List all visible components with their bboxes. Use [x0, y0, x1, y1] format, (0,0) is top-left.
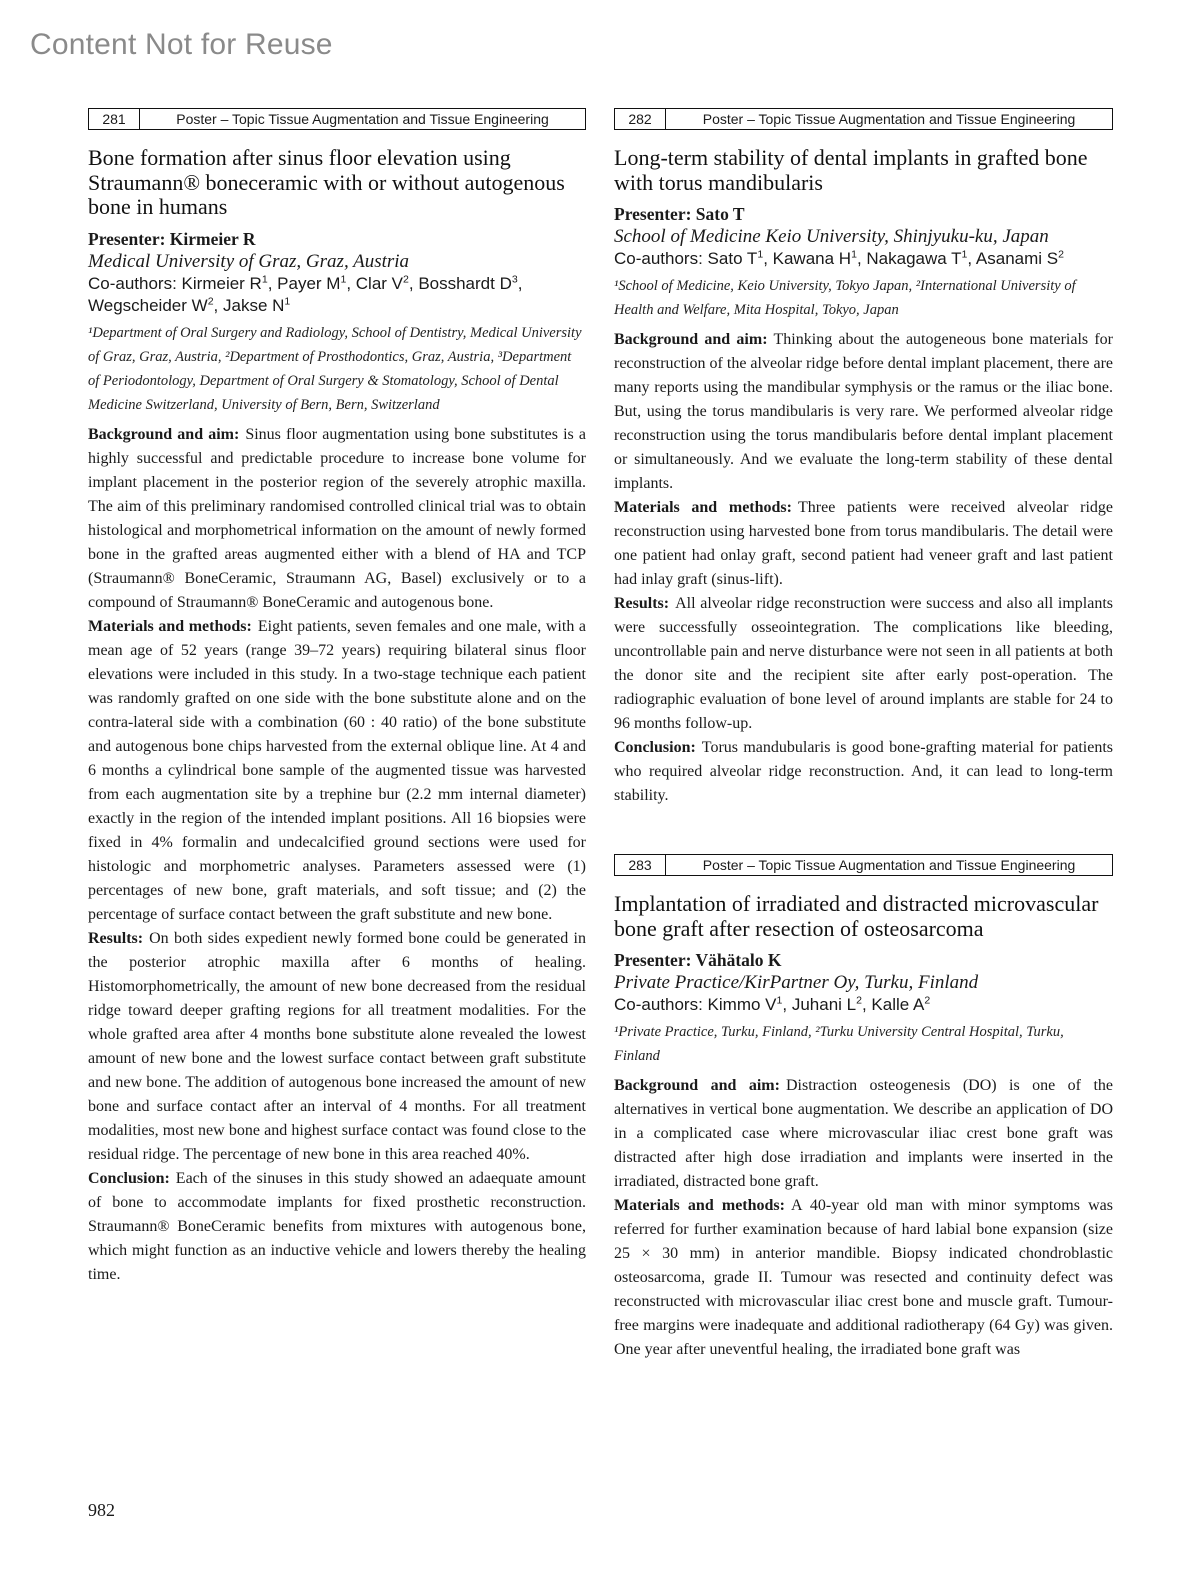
- left-column: [88, 108, 586, 1287]
- abstract-topic: Poster – Topic Tissue Augmentation and Tissue Engineering: [702, 111, 1076, 127]
- abstract-body: [614, 1074, 1113, 1362]
- section-results: Results: On both sides expedient newly formed bone could be generated in the posterior atrophic maxilla after 6 months of healing. Histomorphometrically, the amount of new bone decreased from the residual ridge toward deeper grafting regions for all treatment modalities. For the whole grafted area after 4 months bone substitute alone revealed the lowest amount of new bone and the lowest surface contact between graft substitute and new bone. The addition of autogenous bone increased the amount of new bone and surface contact after an interval of 4 months. For all treatment modalities, most new bone and highest surface contact was found close to the residual ridge. The percentage of new bone in this area reached 40%.: [88, 929, 586, 1163]
- abstract-body: [614, 328, 1113, 808]
- coauthors-label: Co-authors:: [614, 249, 708, 268]
- abstract-title: Long-term stability of dental implants in grafted bone with torus mandibularis: [614, 145, 1088, 195]
- coauthors: Co-authors: Kimmo $V^1$, Juhani $L^2$, Kalle $A^2$: [614, 994, 931, 1014]
- coauthor: Payer $M^1$: [277, 272, 347, 293]
- section-background: Background and aim: Distraction osteogenesis (DO) is one of the alternatives in vertical bone augmentation. We describe an application of DO in a complicated case where microvascular iliac crest bone graft was distracted after high dose irradiation and implants were inserted in the irradiated, distracted bone graft.: [614, 1077, 1113, 1190]
- abstract-title: Implantation of irradiated and distracted microvascular bone graft after resection of osteosarcoma: [614, 891, 1099, 941]
- affiliations: ¹Private Practice, Turku, Finland, ²Turku University Central Hospital, Turku, Finland: [614, 1024, 1064, 1064]
- right-column: [614, 108, 1113, 1362]
- coauthor: Bosshardt $D^3$: [418, 272, 518, 293]
- coauthor: Sato $T^1$: [707, 248, 764, 268]
- coauthor: Juhani $L^2$: [791, 994, 862, 1014]
- coauthor: Wegscheider $W^2$: [88, 294, 214, 315]
- presenter: Presenter: Vähätalo K: [614, 950, 782, 970]
- presenter-affiliation: School of Medicine Keio University, Shinjyuku-ku, Japan: [614, 226, 1049, 247]
- section-conclusion: Conclusion: Each of the sinuses in this study showed an adaequate amount of bone to accommodate implants for fixed prosthetic reconstruction. Straumann® BoneCeramic benefits from mixtures with autogenous bone, which might function as an inductive vehicle and lowers thereby the healing time.: [88, 1169, 586, 1283]
- abstract-number: 281: [89, 109, 140, 129]
- presenter: Presenter: Sato T: [614, 204, 745, 224]
- coauthor: Kalle $A^2$: [871, 994, 931, 1014]
- presenter-affiliation: Private Practice/KirPartner Oy, Turku, Finland: [614, 972, 979, 993]
- coauthor: Asanami $S^2$: [975, 248, 1064, 268]
- coauthor: Kirmeier $R^1$: [181, 272, 268, 293]
- section-methods: Materials and methods: A 40-year old man with minor symptoms was referred for further examination because of hard labial bone expansion (size 25 × 30 mm) in anterior mandible. Biopsy indicated chondroblastic osteosarcoma, grade II. Tumour was resected and continuity defect was reconstructed with microvascular iliac crest bone and muscle graft. Tumour-free margins were inadequate and additional radiotherapy (64 Gy) was given. One year after uneventful healing, the irradiated bone graft was: [614, 1197, 1114, 1358]
- affiliations: ¹Department of Oral Surgery and Radiology, School of Dentistry, Medical University of Graz, Graz, Austria, ²Department of Prosthodontics, Graz, Austria, ³Department of Periodontology, Department of Oral Surgery & Stomatology, School of Dental Medicine Switzerland, University of Bern, Bern, Switzerland: [88, 324, 582, 413]
- affiliations: ¹School of Medicine, Keio University, Tokyo Japan, ²International University of Health and Welfare, Mita Hospital, Tokyo, Japan: [614, 278, 1076, 318]
- section-background: Background and aim: Thinking about the autogeneous bone materials for reconstruction of the alveolar ridge before dental implant placement, there are many reports using the mandibular symphysis or the ramus or the iliac bone. But, using the torus mandibularis is very rare. We performed alveolar ridge reconstruction using the torus mandibularis before dental implant placement or simultaneously. And we evaluate the long-term stability of these dental implants.: [614, 331, 1113, 492]
- coauthor: Clar $V^2$: [355, 272, 409, 293]
- section-results: Results: All alveolar ridge reconstruction were success and also all implants were successfully osseointegration. The complications like bleeding, uncontrollable pain and nerve disturbance were not seen in all patients at both the donor site and the recipient site after early post-operation. The radiographic evaluation of bone level of around implants are stable for 24 to 96 months follow-up.: [614, 595, 1113, 732]
- presenter-affiliation: Medical University of Graz, Graz, Austria: [88, 250, 410, 272]
- abstract-number: 283: [615, 855, 666, 875]
- coauthors-label: Co-authors:: [88, 273, 182, 293]
- abstract-topic: Poster – Topic Tissue Augmentation and Tissue Engineering: [176, 111, 549, 127]
- section-methods: Materials and methods: Eight patients, seven females and one male, with a mean age of 52 years (range 39–72 years) requiring bilateral sinus floor elevations were included in this study. In a two-stage technique each patient was randomly grafted on one side with the bone substitute alone and on the contra-lateral side with a combination (60 : 40 ratio) of the bone substitute and autogenous bone chips harvested from the external oblique line. At 4 and 6 months a cylindrical bone sample of the augmented tissue was harvested from each augmentation site by a trephine bur (2.2 mm internal diameter) exactly in the region of the intended implant positions. All 16 biopsies were fixed in 4% formalin and undecalcified ground sections were used for histologic and morphometric analyses. Parameters assessed were (1) percentages of new bone, graft materials, and soft tissue; and (2) the percentage of surface contact between the graft substitute and new bone.: [88, 617, 587, 923]
- section-background: Background and aim: Sinus floor augmentation using bone substitutes is a highly successful and predictable procedure to increase bone volume for implant placement in the posterior region of the severely atrophic maxilla. The aim of this preliminary randomised controlled clinical trial was to obtain histological and morphometrical information on the amount of newly formed bone in the grafted areas augmented either with a blend of HA and TCP (Straumann® BoneCeramic, Straumann AG, Basel) exclusively or to a compound of Straumann® BoneCeramic and autogenous bone.: [88, 425, 586, 611]
- abstract-header-282: [614, 108, 1113, 130]
- abstract-header-283: [614, 854, 1113, 876]
- coauthor: Nakagawa $T^1$: [866, 248, 968, 268]
- coauthor: Kawana $H^1$: [772, 248, 857, 268]
- section-methods: Materials and methods: Three patients were received alveolar ridge reconstruction using harvested bone from torus mandibularis. The detail were one patient had onlay graft, second patient had veneer graft and last patient had inlay graft (sinus-lift).: [614, 499, 1114, 588]
- coauthor: Jakse $N^1$: [223, 294, 291, 315]
- coauthor: Kimmo $V^1$: [707, 994, 783, 1014]
- coauthors-label: Co-authors:: [614, 995, 708, 1014]
- presenter: Presenter: Kirmeier R: [88, 228, 256, 249]
- page-number: 982: [88, 1500, 115, 1520]
- abstract-title: Bone formation after sinus floor elevation using Straumann® boneceramic with or without autogenous bone in humans: [88, 145, 565, 219]
- abstract-number: 282: [615, 109, 666, 129]
- abstract-body: [88, 423, 586, 1287]
- watermark: Content Not for Reuse: [30, 28, 333, 61]
- abstract-header-281: [88, 108, 586, 130]
- abstract-topic: Poster – Topic Tissue Augmentation and Tissue Engineering: [702, 857, 1076, 873]
- coauthors: Co-authors: Kirmeier $R^1$, Payer $M^1$, Clar $V^2$, Bosshardt $D^3$, Wegscheider $W^2$, Jakse $N^1$: [88, 272, 523, 315]
- section-conclusion: Conclusion: Torus mandubularis is good bone-grafting material for patients who required alveolar ridge reconstruction. And, it can lead to long-term stability.: [614, 739, 1113, 804]
- coauthors: Co-authors: Sato $T^1$, Kawana $H^1$, Nakagawa $T^1$, Asanami $S^2$: [614, 248, 1064, 268]
